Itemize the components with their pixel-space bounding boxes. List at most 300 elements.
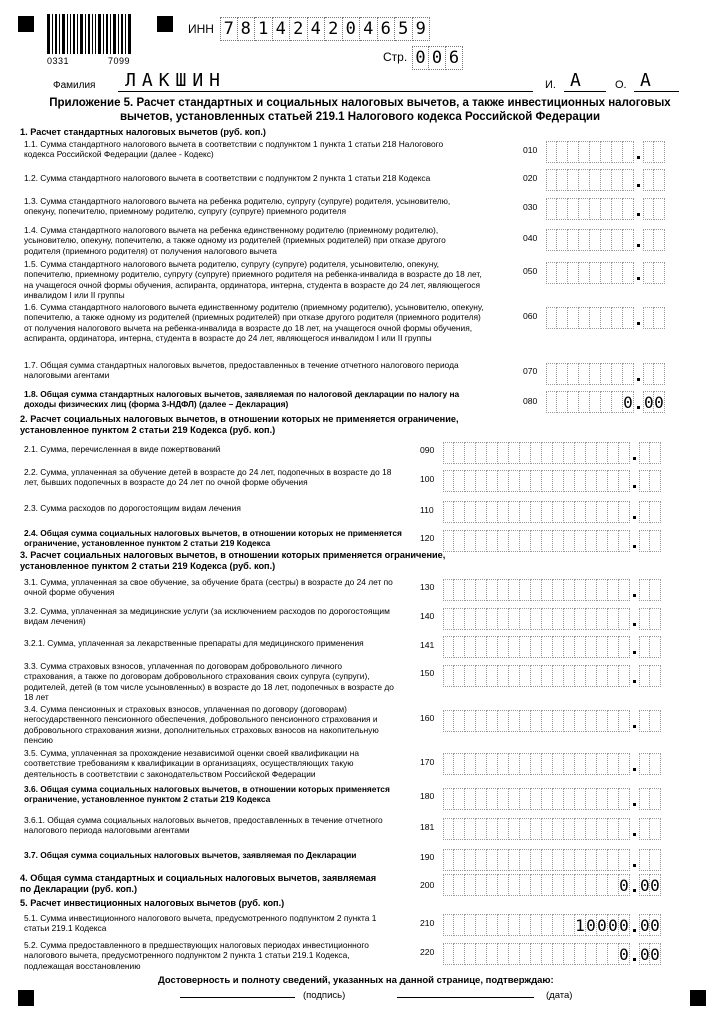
digit-cell <box>531 530 542 552</box>
digit-cell <box>612 262 623 284</box>
amount-field-200[interactable] <box>443 874 661 896</box>
section-3-header: 3. Расчет социальных налоговых вычетов, в отношении которых применяется ограничение, установленное пунктом 2 статьи 219 Кодекса (руб. коп.) <box>20 550 446 571</box>
amount-field-010[interactable] <box>546 141 665 163</box>
kopeck-cell <box>643 363 654 385</box>
digit-cell <box>546 229 557 251</box>
row-code: 020 <box>523 173 538 183</box>
digit-cell <box>612 198 623 220</box>
amount-field-030[interactable] <box>546 198 665 220</box>
row-code: 130 <box>420 582 435 592</box>
digit-cell <box>586 710 597 732</box>
digit-cell <box>564 608 575 630</box>
digit-cell <box>568 363 579 385</box>
digit-cell <box>454 914 465 936</box>
kopeck-cell <box>654 262 665 284</box>
digit-cell <box>520 608 531 630</box>
amount-field-150[interactable] <box>443 665 661 687</box>
amount-field-100[interactable] <box>443 470 661 492</box>
digit-cell <box>520 530 531 552</box>
digit-cell <box>553 788 564 810</box>
kopeck-cell <box>650 608 661 630</box>
digit-cell <box>619 818 630 840</box>
digit-cell <box>575 849 586 871</box>
digit-cell <box>564 849 575 871</box>
kopeck-cell <box>639 442 650 464</box>
digit-cell <box>612 391 623 413</box>
digit-cell <box>542 608 553 630</box>
decimal-point <box>634 363 643 385</box>
corner-marker-bottom-left <box>18 990 34 1006</box>
row-label: 2.3. Сумма расходов по дорогостоящим видам лечения <box>24 503 241 513</box>
digit-cell <box>454 943 465 965</box>
digit-cell <box>553 636 564 658</box>
decimal-point <box>630 849 639 871</box>
digit-cell <box>564 753 575 775</box>
digit-cell <box>476 470 487 492</box>
digit-cell <box>454 530 465 552</box>
row-label: 1.2. Сумма стандартного налогового вычета в соответствии с подпунктом 2 пункта 1 статьи 218 Кодекса <box>24 173 431 183</box>
amount-field-130[interactable] <box>443 579 661 601</box>
digit-cell <box>546 363 557 385</box>
digit-cell <box>608 442 619 464</box>
row-label: 3.1. Сумма, уплаченная за свое обучение, за обучение брата (сестры) в возрасте до 24 лет по очной форме обучения <box>24 577 393 598</box>
digit-cell <box>443 665 454 687</box>
kopeck-cell <box>650 788 661 810</box>
digit-cell <box>443 579 454 601</box>
digit-cell <box>520 943 531 965</box>
kopeck-cell: 0 <box>650 916 660 935</box>
kopeck-cell: 0 <box>650 876 660 895</box>
digit-cell <box>542 501 553 523</box>
digit-cell <box>509 874 520 896</box>
initial-o-value[interactable]: А <box>640 70 657 91</box>
decimal-point <box>630 818 639 840</box>
digit-cell <box>476 849 487 871</box>
digit-cell <box>597 636 608 658</box>
row-code: 181 <box>420 822 435 832</box>
digit-cell <box>487 874 498 896</box>
digit-cell <box>590 363 601 385</box>
surname-label: Фамилия <box>53 80 96 91</box>
digit-cell <box>579 198 590 220</box>
digit-cell <box>623 307 634 329</box>
digit-cell <box>520 849 531 871</box>
kopeck-cell <box>643 141 654 163</box>
digit-cell <box>465 874 476 896</box>
digit-cell <box>586 579 597 601</box>
digit-cell <box>465 470 476 492</box>
digit-cell <box>608 501 619 523</box>
digit-cell <box>520 636 531 658</box>
digit-cell <box>443 442 454 464</box>
decimal-point <box>630 874 639 896</box>
kopeck-cell: 0 <box>640 876 650 895</box>
row-label: 3.2.1. Сумма, уплаченная за лекарственные препараты для медицинского применения <box>24 638 364 648</box>
initial-i-label: И. <box>545 79 556 91</box>
amount-field-190[interactable] <box>443 849 661 871</box>
digit-cell <box>579 169 590 191</box>
digit-cell <box>509 608 520 630</box>
kopeck-cell: 0 <box>640 916 650 935</box>
digit-cell <box>619 530 630 552</box>
kopeck-cell <box>639 665 650 687</box>
digit-cell <box>579 391 590 413</box>
digit-cell <box>608 665 619 687</box>
digit-cell <box>597 501 608 523</box>
digit-cell <box>476 818 487 840</box>
digit-cell <box>465 818 476 840</box>
digit-cell <box>623 169 634 191</box>
kopeck-cell <box>639 470 650 492</box>
inn-digit-cell: 4 <box>360 17 378 41</box>
amount-field-220[interactable] <box>443 943 661 965</box>
kopeck-cell <box>650 470 661 492</box>
digit-cell <box>546 307 557 329</box>
digit-cell <box>590 198 601 220</box>
digit-cell <box>597 849 608 871</box>
digit-cell <box>531 442 542 464</box>
digit-cell <box>586 530 597 552</box>
digit-cell <box>487 579 498 601</box>
digit-cell <box>546 391 557 413</box>
digit-cell <box>487 665 498 687</box>
digit-cell <box>557 307 568 329</box>
digit-cell <box>509 470 520 492</box>
digit-cell <box>608 710 619 732</box>
digit-cell <box>557 363 568 385</box>
digit-cell <box>590 391 601 413</box>
corner-marker-top-mid <box>157 16 173 32</box>
amount-field-070[interactable] <box>546 363 665 385</box>
decimal-point <box>630 665 639 687</box>
kopeck-cell <box>639 753 650 775</box>
row-label: 5.1. Сумма инвестиционного налогового вычета, предусмотренного подпунктом 2 пункта 1 статьи 219.1 Кодекса <box>24 913 377 934</box>
kopeck-cell <box>643 198 654 220</box>
digit-cell <box>465 530 476 552</box>
row-code: 200 <box>420 880 435 890</box>
kopeck-cell <box>643 169 654 191</box>
digit-cell <box>542 874 553 896</box>
digit-cell <box>498 818 509 840</box>
digit-cell <box>597 788 608 810</box>
digit-cell <box>465 608 476 630</box>
kopeck-cell <box>650 530 661 552</box>
digit-cell <box>509 530 520 552</box>
digit-cell <box>498 788 509 810</box>
digit-cell <box>608 818 619 840</box>
amount-field-040[interactable] <box>546 229 665 251</box>
inn-digit-cell: 1 <box>255 17 273 41</box>
digit-cell <box>509 753 520 775</box>
amount-field-181[interactable] <box>443 818 661 840</box>
digit-cell <box>586 943 597 965</box>
barcode <box>47 14 143 54</box>
inn-digit-cell: 9 <box>413 17 431 41</box>
digit-cell <box>612 229 623 251</box>
digit-cell <box>564 501 575 523</box>
digit-cell <box>601 141 612 163</box>
digit-cell <box>487 914 498 936</box>
digit-cell <box>443 636 454 658</box>
digit-cell <box>476 874 487 896</box>
digit-cell <box>623 198 634 220</box>
decimal-point <box>630 501 639 523</box>
amount-field-080[interactable] <box>546 391 665 413</box>
digit-cell <box>623 229 634 251</box>
digit-cell <box>443 501 454 523</box>
digit-cell <box>564 788 575 810</box>
digit-cell <box>597 753 608 775</box>
row-code: 170 <box>420 757 435 767</box>
page-number-field[interactable] <box>412 46 463 70</box>
digit-cell <box>619 579 630 601</box>
digit-cell <box>546 262 557 284</box>
digit-cell <box>476 501 487 523</box>
digit-cell <box>568 391 579 413</box>
decimal-point <box>630 608 639 630</box>
initial-i-underline <box>564 91 606 92</box>
kopeck-cell <box>650 665 661 687</box>
digit-cell <box>465 914 476 936</box>
digit-cell <box>575 530 586 552</box>
row-label: 3.6. Общая сумма социальных налоговых вычетов, в отношении которых применяется ограничение, установленное пунктом 2 статьи 219 Кодекса <box>24 784 390 805</box>
inn-digit-cell: 0 <box>343 17 361 41</box>
digit-cell <box>476 530 487 552</box>
digit-cell <box>553 501 564 523</box>
digit-cell <box>575 943 586 965</box>
kopeck-cell <box>654 141 665 163</box>
digit-cell: 0 <box>597 916 607 935</box>
digit-cell <box>542 636 553 658</box>
date-line[interactable] <box>397 997 534 998</box>
digit-cell <box>568 307 579 329</box>
digit-cell <box>476 710 487 732</box>
corner-marker-bottom-right <box>690 990 706 1006</box>
kopeck-cell <box>650 849 661 871</box>
digit-cell <box>542 914 553 936</box>
inn-field[interactable] <box>220 17 430 41</box>
digit-cell <box>509 636 520 658</box>
digit-cell <box>443 530 454 552</box>
digit-cell <box>586 665 597 687</box>
amount-field-110[interactable] <box>443 501 661 523</box>
digit-cell <box>509 579 520 601</box>
digit-cell <box>586 501 597 523</box>
digit-cell <box>619 665 630 687</box>
row-label: 3.2. Сумма, уплаченная за медицинские услуги (за исключением расходов по дорогостоящим видам лечения) <box>24 606 390 627</box>
decimal-point <box>630 914 639 936</box>
signature-label: (подпись) <box>303 990 346 1001</box>
row-label: 3.4. Сумма пенсионных и страховых взносов, уплаченная по договору (договорам) негосударственного пенсионного обеспечения, добровольного пенсионного страхования и добровольного страхования жизни, дополнительных страховых взносов на накопительную пенсию <box>24 704 379 746</box>
digit-cell <box>564 710 575 732</box>
kopeck-cell <box>650 442 661 464</box>
kopeck-cell <box>650 501 661 523</box>
digit-cell <box>601 169 612 191</box>
digit-cell <box>553 849 564 871</box>
row-code: 220 <box>420 947 435 957</box>
digit-cell <box>542 530 553 552</box>
row-label: 3.5. Сумма, уплаченная за прохождение независимой оценки своей квалификации на соответствие требованиям к квалификации в организациях, осуществляющих такую деятельность в соответствии с законодательством Российской Федерации <box>24 748 360 779</box>
inn-digit-cell: 5 <box>395 17 413 41</box>
digit-cell <box>498 608 509 630</box>
amount-field-060[interactable] <box>546 307 665 329</box>
digit-cell <box>553 470 564 492</box>
digit-cell <box>520 665 531 687</box>
corner-marker-top-left <box>18 16 34 32</box>
digit-cell <box>575 501 586 523</box>
digit-cell <box>465 665 476 687</box>
amount-field-210[interactable] <box>443 914 661 936</box>
decimal-point <box>630 579 639 601</box>
digit-cell <box>509 665 520 687</box>
digit-cell <box>590 307 601 329</box>
digit-cell <box>498 943 509 965</box>
digit-cell <box>619 608 630 630</box>
initial-i-value[interactable]: А <box>570 70 587 91</box>
row-code: 190 <box>420 852 435 862</box>
digit-cell <box>564 914 575 936</box>
amount-field-180[interactable] <box>443 788 661 810</box>
digit-cell <box>498 636 509 658</box>
kopeck-cell <box>650 710 661 732</box>
row-code: 180 <box>420 791 435 801</box>
digit-cell <box>531 914 542 936</box>
digit-cell <box>531 874 542 896</box>
kopeck-cell <box>650 753 661 775</box>
digit-cell <box>520 753 531 775</box>
digit-cell <box>586 753 597 775</box>
digit-cell <box>619 753 630 775</box>
digit-cell <box>579 141 590 163</box>
digit-cell <box>542 442 553 464</box>
kopeck-cell <box>650 579 661 601</box>
inn-digit-cell: 2 <box>325 17 343 41</box>
amount-field-141[interactable] <box>443 636 661 658</box>
digit-cell <box>487 943 498 965</box>
row-code: 210 <box>420 918 435 928</box>
digit-cell <box>564 530 575 552</box>
kopeck-cell <box>654 229 665 251</box>
initial-o-label: О. <box>615 79 627 91</box>
digit-cell <box>454 608 465 630</box>
amount-field-170[interactable] <box>443 753 661 775</box>
row-code: 060 <box>523 311 538 321</box>
decimal-point <box>634 307 643 329</box>
decimal-point <box>634 391 643 413</box>
digit-cell <box>531 818 542 840</box>
digit-cell <box>443 914 454 936</box>
amount-field-120[interactable] <box>443 530 661 552</box>
signature-line[interactable] <box>180 997 295 998</box>
digit-cell <box>612 363 623 385</box>
digit-cell <box>586 470 597 492</box>
row-code: 080 <box>523 396 538 406</box>
digit-cell <box>443 788 454 810</box>
kopeck-cell <box>639 788 650 810</box>
digit-cell <box>564 818 575 840</box>
section-1-header: 1. Расчет стандартных налоговых вычетов (руб. коп.) <box>20 127 266 137</box>
digit-cell <box>608 579 619 601</box>
digit-cell <box>498 665 509 687</box>
digit-cell <box>520 442 531 464</box>
digit-cell <box>498 874 509 896</box>
digit-cell <box>590 141 601 163</box>
digit-cell <box>579 363 590 385</box>
digit-cell <box>575 818 586 840</box>
digit-cell <box>487 849 498 871</box>
digit-cell <box>568 169 579 191</box>
row-label: 2.4. Общая сумма социальных налоговых вычетов, в отношении которых не применяется ограничение, установленное пунктом 2 статьи 219 Кодекса <box>24 528 402 549</box>
row-code: 010 <box>523 145 538 155</box>
decimal-point <box>634 229 643 251</box>
digit-cell <box>531 665 542 687</box>
digit-cell <box>542 943 553 965</box>
digit-cell <box>465 753 476 775</box>
kopeck-cell <box>650 818 661 840</box>
digit-cell <box>498 442 509 464</box>
digit-cell <box>542 788 553 810</box>
amount-field-050[interactable] <box>546 262 665 284</box>
inn-digit-cell: 6 <box>378 17 396 41</box>
digit-cell: 0 <box>623 393 633 412</box>
row-code: 030 <box>523 202 538 212</box>
digit-cell <box>487 470 498 492</box>
digit-cell <box>608 849 619 871</box>
digit-cell <box>575 442 586 464</box>
decimal-point <box>634 141 643 163</box>
digit-cell <box>601 363 612 385</box>
decimal-point <box>630 470 639 492</box>
confirmation-text: Достоверность и полноту сведений, указанных на данной странице, подтверждаю: <box>158 975 554 986</box>
row-code: 100 <box>420 474 435 484</box>
digit-cell <box>454 849 465 871</box>
digit-cell: 0 <box>619 916 629 935</box>
digit-cell <box>612 307 623 329</box>
page-digit-cell: 0 <box>429 46 446 70</box>
digit-cell <box>542 579 553 601</box>
digit-cell <box>454 579 465 601</box>
row-label: 3.6.1. Общая сумма социальных налоговых вычетов, предоставленных в течение отчетного налогового периода налоговыми агентами <box>24 815 383 836</box>
digit-cell <box>564 442 575 464</box>
surname-value[interactable]: ЛАКШИН <box>125 70 227 91</box>
digit-cell <box>509 914 520 936</box>
digit-cell <box>586 818 597 840</box>
date-label: (дата) <box>546 990 573 1001</box>
kopeck-cell <box>654 169 665 191</box>
row-code: 150 <box>420 668 435 678</box>
digit-cell <box>568 198 579 220</box>
digit-cell <box>520 501 531 523</box>
digit-cell <box>608 636 619 658</box>
kopeck-cell <box>650 636 661 658</box>
amount-field-140[interactable] <box>443 608 661 630</box>
digit-cell <box>465 943 476 965</box>
amount-field-090[interactable] <box>443 442 661 464</box>
amount-field-020[interactable] <box>546 169 665 191</box>
digit-cell <box>498 849 509 871</box>
kopeck-cell <box>639 818 650 840</box>
digit-cell <box>553 665 564 687</box>
digit-cell: 0 <box>586 916 596 935</box>
digit-cell <box>608 470 619 492</box>
page-digit-cell: 0 <box>412 46 429 70</box>
digit-cell <box>553 753 564 775</box>
digit-cell <box>465 636 476 658</box>
digit-cell <box>623 141 634 163</box>
digit-cell <box>509 710 520 732</box>
amount-field-160[interactable] <box>443 710 661 732</box>
digit-cell <box>454 442 465 464</box>
